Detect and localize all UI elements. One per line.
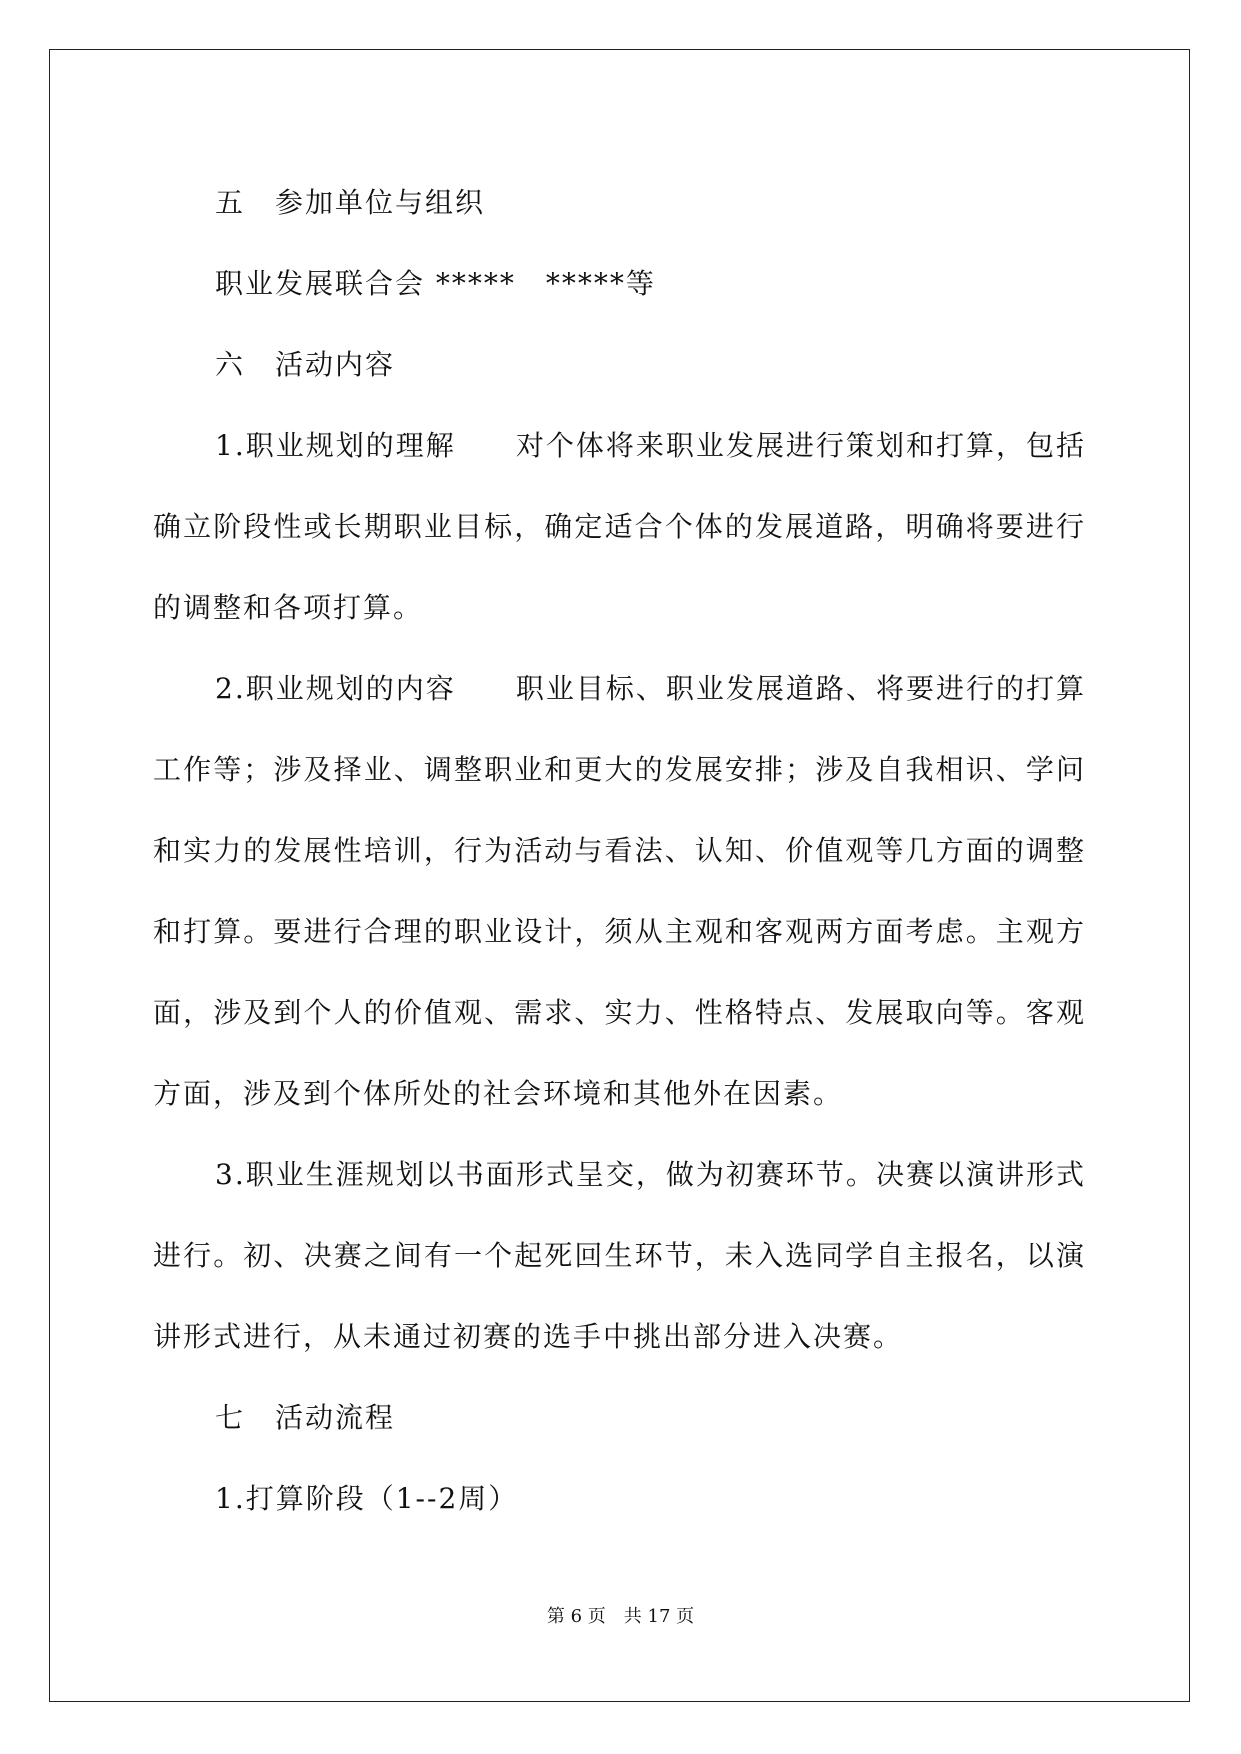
paragraph-career-planning-content: 2.职业规划的内容 职业目标、职业发展道路、将要进行的打算工作等；涉及择业、调整职业和更大的发展安排；涉及自我相识、学问和实力的发展性培训，行为活动与看法、认知、价值观等几方面的调整和打算。要进行合理的职业设计，须从主观和客观两方面考虑。主观方面，涉及到个人的价值观、需求、实力、性格特点、发展取向等。客观方面，涉及到个体所处的社会环境和其他外在因素。	[153, 672, 1086, 1110]
organization-line: 职业发展联合会 ***** *****等	[215, 267, 656, 300]
section-heading-seven: 七 活动流程	[215, 1401, 396, 1434]
paragraph-career-planning-understanding: 1.职业规划的理解 对个体将来职业发展进行策划和打算，包括确立阶段性或长期职业目标，确定适合个体的发展道路，明确将要进行的调整和各项打算。	[153, 429, 1086, 624]
paragraph-competition-format: 3.职业生涯规划以书面形式呈交，做为初赛环节。决赛以演讲形式进行。初、决赛之间有一个起死回生环节，未入选同学自主报名，以演讲形式进行，从未通过初赛的选手中挑出部分进入决赛。	[153, 1158, 1086, 1353]
document-body	[153, 162, 1086, 1539]
process-step-one: 1.打算阶段（1--2周）	[215, 1482, 519, 1515]
section-heading-five: 五 参加单位与组织	[215, 186, 486, 219]
page-number-footer: 第 6 页 共 17 页	[546, 1606, 695, 1627]
section-heading-six: 六 活动内容	[215, 348, 396, 381]
